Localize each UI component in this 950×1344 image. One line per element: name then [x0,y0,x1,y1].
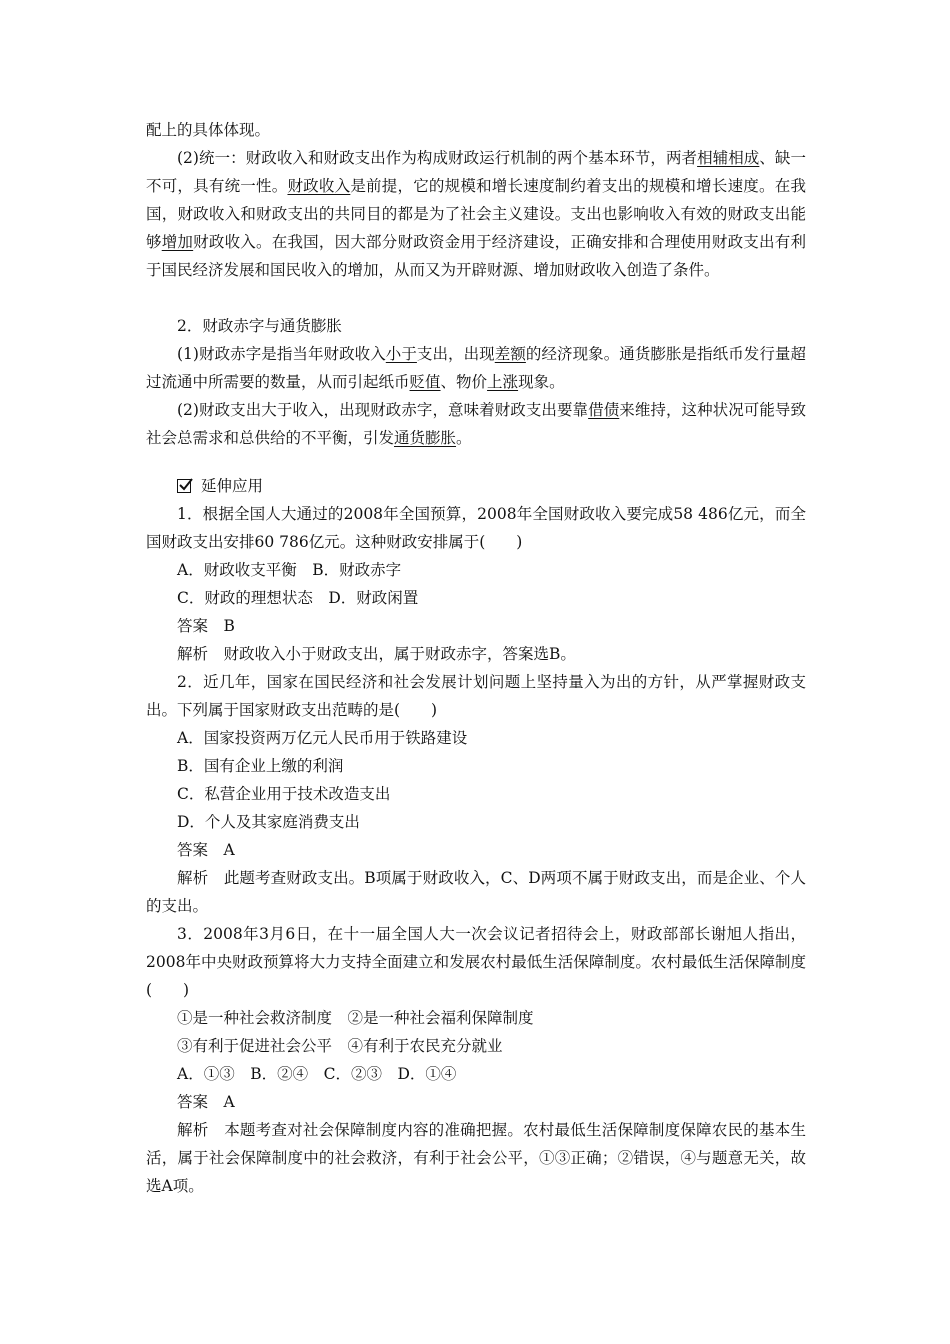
question-2-answer: 答案 A [177,841,235,859]
question-2-analysis: 解析 此题考查财政支出。B项属于财政收入，C、D两项不属于财政支出，而是企业、个人的支出。 [146,869,806,915]
underlined-term: 增加 [161,233,194,251]
question-1-stem: 1．根据全国人大通过的2008年全国预算，2008年全国财政收入要完成58 486亿元，而全国财政支出安排60 786亿元。这种财政安排属于( ) [146,505,806,551]
question-3-stem: 3．2008年3月6日，在十一届全国人大一次会议记者招待会上，财政部部长谢旭人指出，2008年中央财政预算将大力支持全面建立和发展农村最低生活保障制度。农村最低生活保障制度( ) [146,925,806,999]
question-3-items-12: ①是一种社会救济制度 ②是一种社会福利保障制度 [177,1009,534,1027]
section-heading-extension: 延伸应用 [177,472,263,500]
underlined-term: 财政收入 [287,177,351,195]
paragraph-deficit-definition: (1)财政赤字是指当年财政收入小于支出，出现差额的经济现象。通货膨胀是指纸币发行量超过流通中所需要的数量，从而引起纸币贬值、物价上涨现象。 [146,345,806,391]
paragraph-unity: (2)统一：财政收入和财政支出作为构成财政运行机制的两个基本环节，两者相辅相成、缺一不可，具有统一性。财政收入是前提，它的规模和增长速度制约着支出的规模和增长速度。在我国，财政收入和财政支出的共同目的都是为了社会主义建设。支出也影响收入有效的财政支出能够增加财政收入。在我国，因大部分财政资金用于经济建设，正确安排和合理使用财政支出有利于国民经济发展和国民收入的增加，从而又为开辟财源、增加财政收入创造了条件。 [146,149,806,279]
question-1-analysis: 解析 财政收入小于财政支出，属于财政赤字，答案选B。 [177,645,576,663]
question-1-options-ab: A．财政收支平衡 B．财政赤字 [177,561,402,579]
question-2-option-c: C．私营企业用于技术改造支出 [177,785,391,803]
underlined-term: 上涨 [487,373,519,391]
question-3-answer: 答案 A [177,1093,235,1111]
section-heading-deficit: 2．财政赤字与通货膨胀 [177,317,342,335]
question-3-analysis: 解析 本题考查对社会保障制度内容的准确把握。农村最低生活保障制度保障农民的基本生活，属于社会保障制度中的社会救济，有利于社会公平，①③正确；②错误，④与题意无关，故选A项。 [146,1121,806,1195]
question-1-options-cd: C．财政的理想状态 D．财政闲置 [177,589,419,607]
question-3-items-34: ③有利于促进社会公平 ④有利于农民充分就业 [177,1037,503,1055]
checkbox-checked-icon [177,479,191,493]
question-3-options: A．①③ B．②④ C．②③ D．①④ [177,1065,457,1083]
underlined-term: 借债 [588,401,620,419]
question-2-stem: 2．近几年，国家在国民经济和社会发展计划问题上坚持量入为出的方针，从严掌握财政支出。下列属于国家财政支出范畴的是( ) [146,673,806,719]
underlined-term: 小于 [385,345,417,363]
underlined-term: 差额 [494,345,526,363]
question-1-answer: 答案 B [177,617,235,635]
underlined-term: 相辅相成 [697,149,760,167]
question-2-option-b: B．国有企业上缴的利润 [177,757,344,775]
question-2-option-a: A．国家投资两万亿元人民币用于铁路建设 [177,729,468,747]
paragraph-deficit-effect: (2)财政支出大于收入，出现财政赤字，意味着财政支出要靠借债来维持，这种状况可能导致社会总需求和总供给的不平衡，引发通货膨胀。 [146,401,806,447]
question-2-option-d: D．个人及其家庭消费支出 [177,813,360,831]
paragraph-continuation: 配上的具体体现。 [146,121,271,139]
underlined-term: 通货膨胀 [394,429,457,447]
underlined-term: 贬值 [409,373,441,391]
